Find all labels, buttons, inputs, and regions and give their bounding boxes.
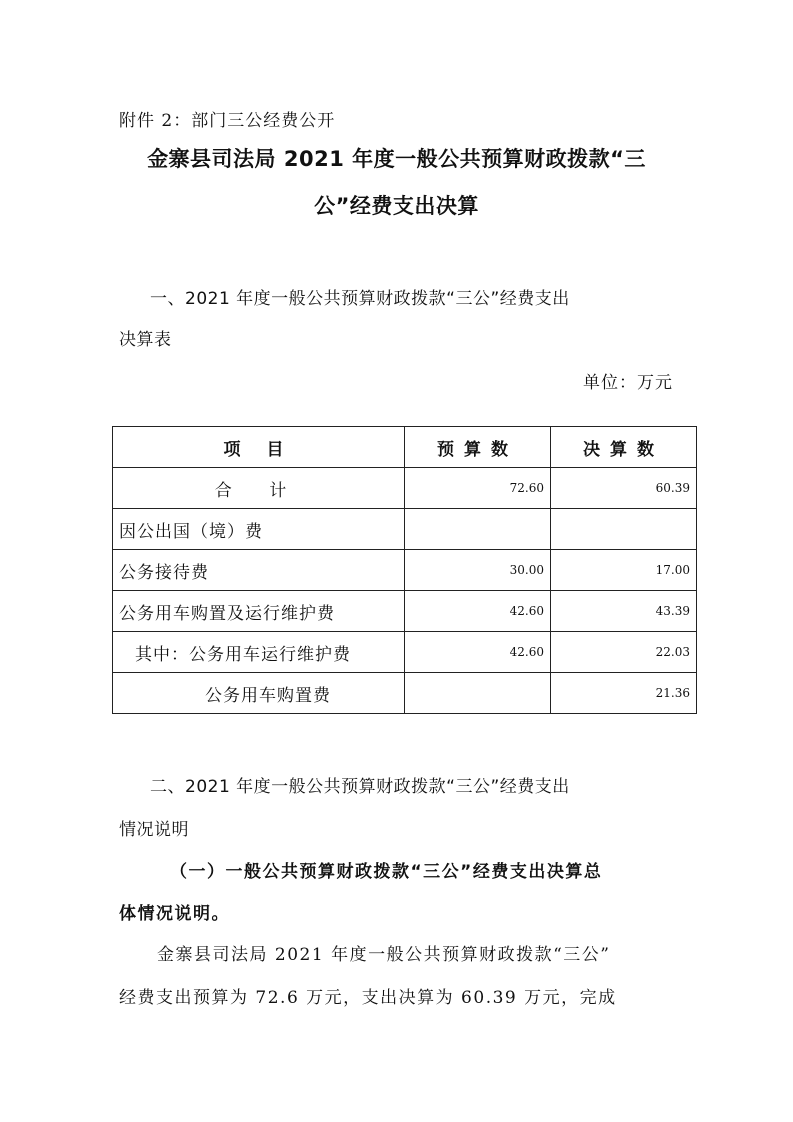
row-budget: 72.60 <box>405 468 551 509</box>
row-actual: 21.36 <box>551 673 697 714</box>
row-budget <box>405 673 551 714</box>
row-budget: 30.00 <box>405 550 551 591</box>
row-budget <box>405 509 551 550</box>
table-row <box>113 509 697 550</box>
subsection-1-heading-line-1: （一）一般公共预算财政拨款“三公”经费支出决算总 <box>170 862 603 882</box>
table-row <box>113 591 697 632</box>
header-item: 项 目 <box>113 427 405 468</box>
row-actual: 22.03 <box>551 632 697 673</box>
section-1-heading-line-2: 决算表 <box>119 330 172 350</box>
document-title-line-2: 公”经费支出决算 <box>314 194 479 218</box>
row-item: 其中：公务用车运行维护费 <box>113 632 405 673</box>
row-actual: 43.39 <box>551 591 697 632</box>
section-2-heading-line-2: 情况说明 <box>119 820 189 840</box>
row-actual <box>551 509 697 550</box>
unit-label: 单位：万元 <box>583 373 673 393</box>
header-actual: 决算数 <box>551 427 697 468</box>
budget-table <box>112 426 697 714</box>
paragraph-1-line-2: 经费支出预算为 72.6 万元，支出决算为 60.39 万元，完成 <box>119 988 617 1008</box>
table-row <box>113 550 697 591</box>
header-budget: 预算数 <box>405 427 551 468</box>
table-row <box>113 632 697 673</box>
row-item: 因公出国（境）费 <box>113 509 405 550</box>
paragraph-1-line-1: 金寨县司法局 2021 年度一般公共预算财政拨款“三公” <box>157 945 611 965</box>
table-row <box>113 673 697 714</box>
row-budget: 42.60 <box>405 632 551 673</box>
subsection-1-heading-line-2: 体情况说明。 <box>119 904 230 924</box>
table-header-row <box>113 427 697 468</box>
row-item: 公务接待费 <box>113 550 405 591</box>
row-actual: 60.39 <box>551 468 697 509</box>
table-row-total <box>113 468 697 509</box>
row-budget: 42.60 <box>405 591 551 632</box>
row-item: 合 计 <box>113 468 405 509</box>
section-1-heading-line-1: 一、2021 年度一般公共预算财政拨款“三公”经费支出 <box>150 289 570 309</box>
row-item: 公务用车购置及运行维护费 <box>113 591 405 632</box>
row-item: 公务用车购置费 <box>113 673 405 714</box>
section-2-heading-line-1: 二、2021 年度一般公共预算财政拨款“三公”经费支出 <box>150 777 570 797</box>
row-actual: 17.00 <box>551 550 697 591</box>
attachment-label: 附件 2：部门三公经费公开 <box>119 111 336 131</box>
document-title-line-1: 金寨县司法局 2021 年度一般公共预算财政拨款“三 <box>147 147 646 171</box>
